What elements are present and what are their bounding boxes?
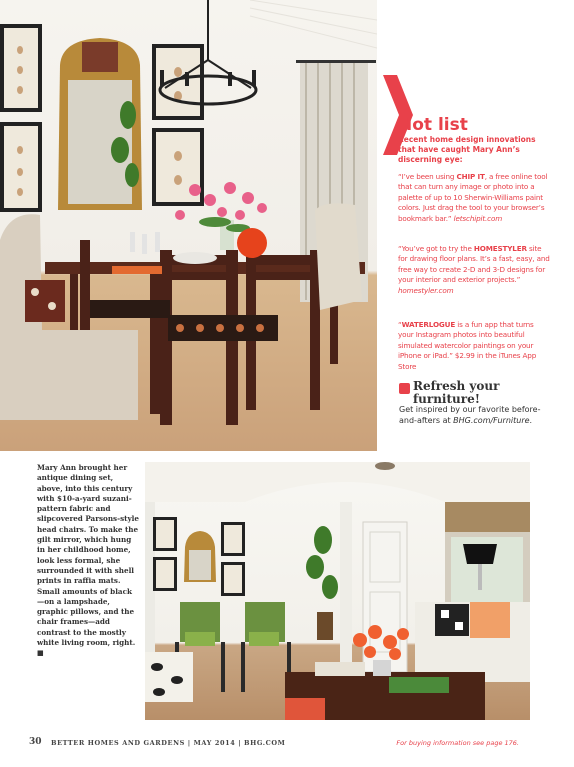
refresh-text: Get inspired by our favorite before-and-afters at: [399, 405, 541, 425]
refresh-end: .: [529, 415, 533, 425]
publication-line: BETTER HOMES AND GARDENS | MAY 2014 | BHG.COM: [51, 739, 286, 747]
living-room-photo: [145, 462, 530, 720]
tip-text: site for drawing floor plans. It’s a fast, easy, and free way to create 2-D and 3-D designs for your interior and exterior projects.”: [398, 244, 550, 285]
hot-list-intro: Recent home design innovations that have caught Mary Ann’s discerning eye:: [398, 134, 536, 164]
dining-room-illustration: [0, 0, 377, 451]
tip-url[interactable]: letschipit.com: [453, 213, 503, 223]
tip-waterlogue: [398, 320, 550, 372]
dining-room-photo: [0, 0, 377, 451]
refresh-title: Refresh your furniture!: [413, 379, 500, 406]
hot-list-title: Hot list: [398, 115, 468, 135]
hot-list-sidebar: [383, 0, 574, 455]
tip-lead: “You’ve got to try the: [398, 244, 474, 253]
refresh-body: [399, 405, 549, 426]
tip-homestyler: [398, 244, 550, 296]
tip-brand: CHIP IT: [456, 172, 485, 181]
tip-text: , a free online tool that can turn any image or photo into a palette of up to 10 Sherwin-Williams paint colors. Just drag the tool to your browser’s bookmark bar.”: [398, 172, 548, 223]
bhg-logo-icon: [399, 383, 410, 394]
buying-info: For buying information see page 176.: [396, 739, 519, 747]
photo-caption: Mary Ann brought her antique dining set, above, into this century with $10-a-yard suzani-pattern fabric and slipcovered Parsons-style head chairs. To make the gilt mirror, which hung in her childhood home, look less formal, she surrounded it with shell prints in raffia mats. Small amounts of black—on a lampshade, graphic pillows, and the chair frames—add contrast to the mostly white living room, right. ■: [37, 463, 139, 658]
tip-chip-it: [398, 172, 550, 224]
living-room-illustration: [145, 462, 530, 720]
page-footer: [29, 738, 549, 750]
page-number: 30: [29, 737, 42, 747]
tip-lead: “I’ve been using: [398, 172, 457, 181]
tip-brand: HOMESTYLER: [473, 244, 527, 253]
refresh-link[interactable]: BHG.com/Furniture: [453, 415, 530, 425]
tip-text: is a fun app that turns your Instagram photos into beautiful simulated watercolor paintings on your iPhone or iPad.” $2.99 in the iTunes App Store: [398, 320, 537, 371]
tip-url[interactable]: homestyler.com: [398, 285, 454, 295]
tip-lead: “: [398, 320, 402, 329]
tip-brand: WATERLOGUE: [401, 320, 456, 329]
